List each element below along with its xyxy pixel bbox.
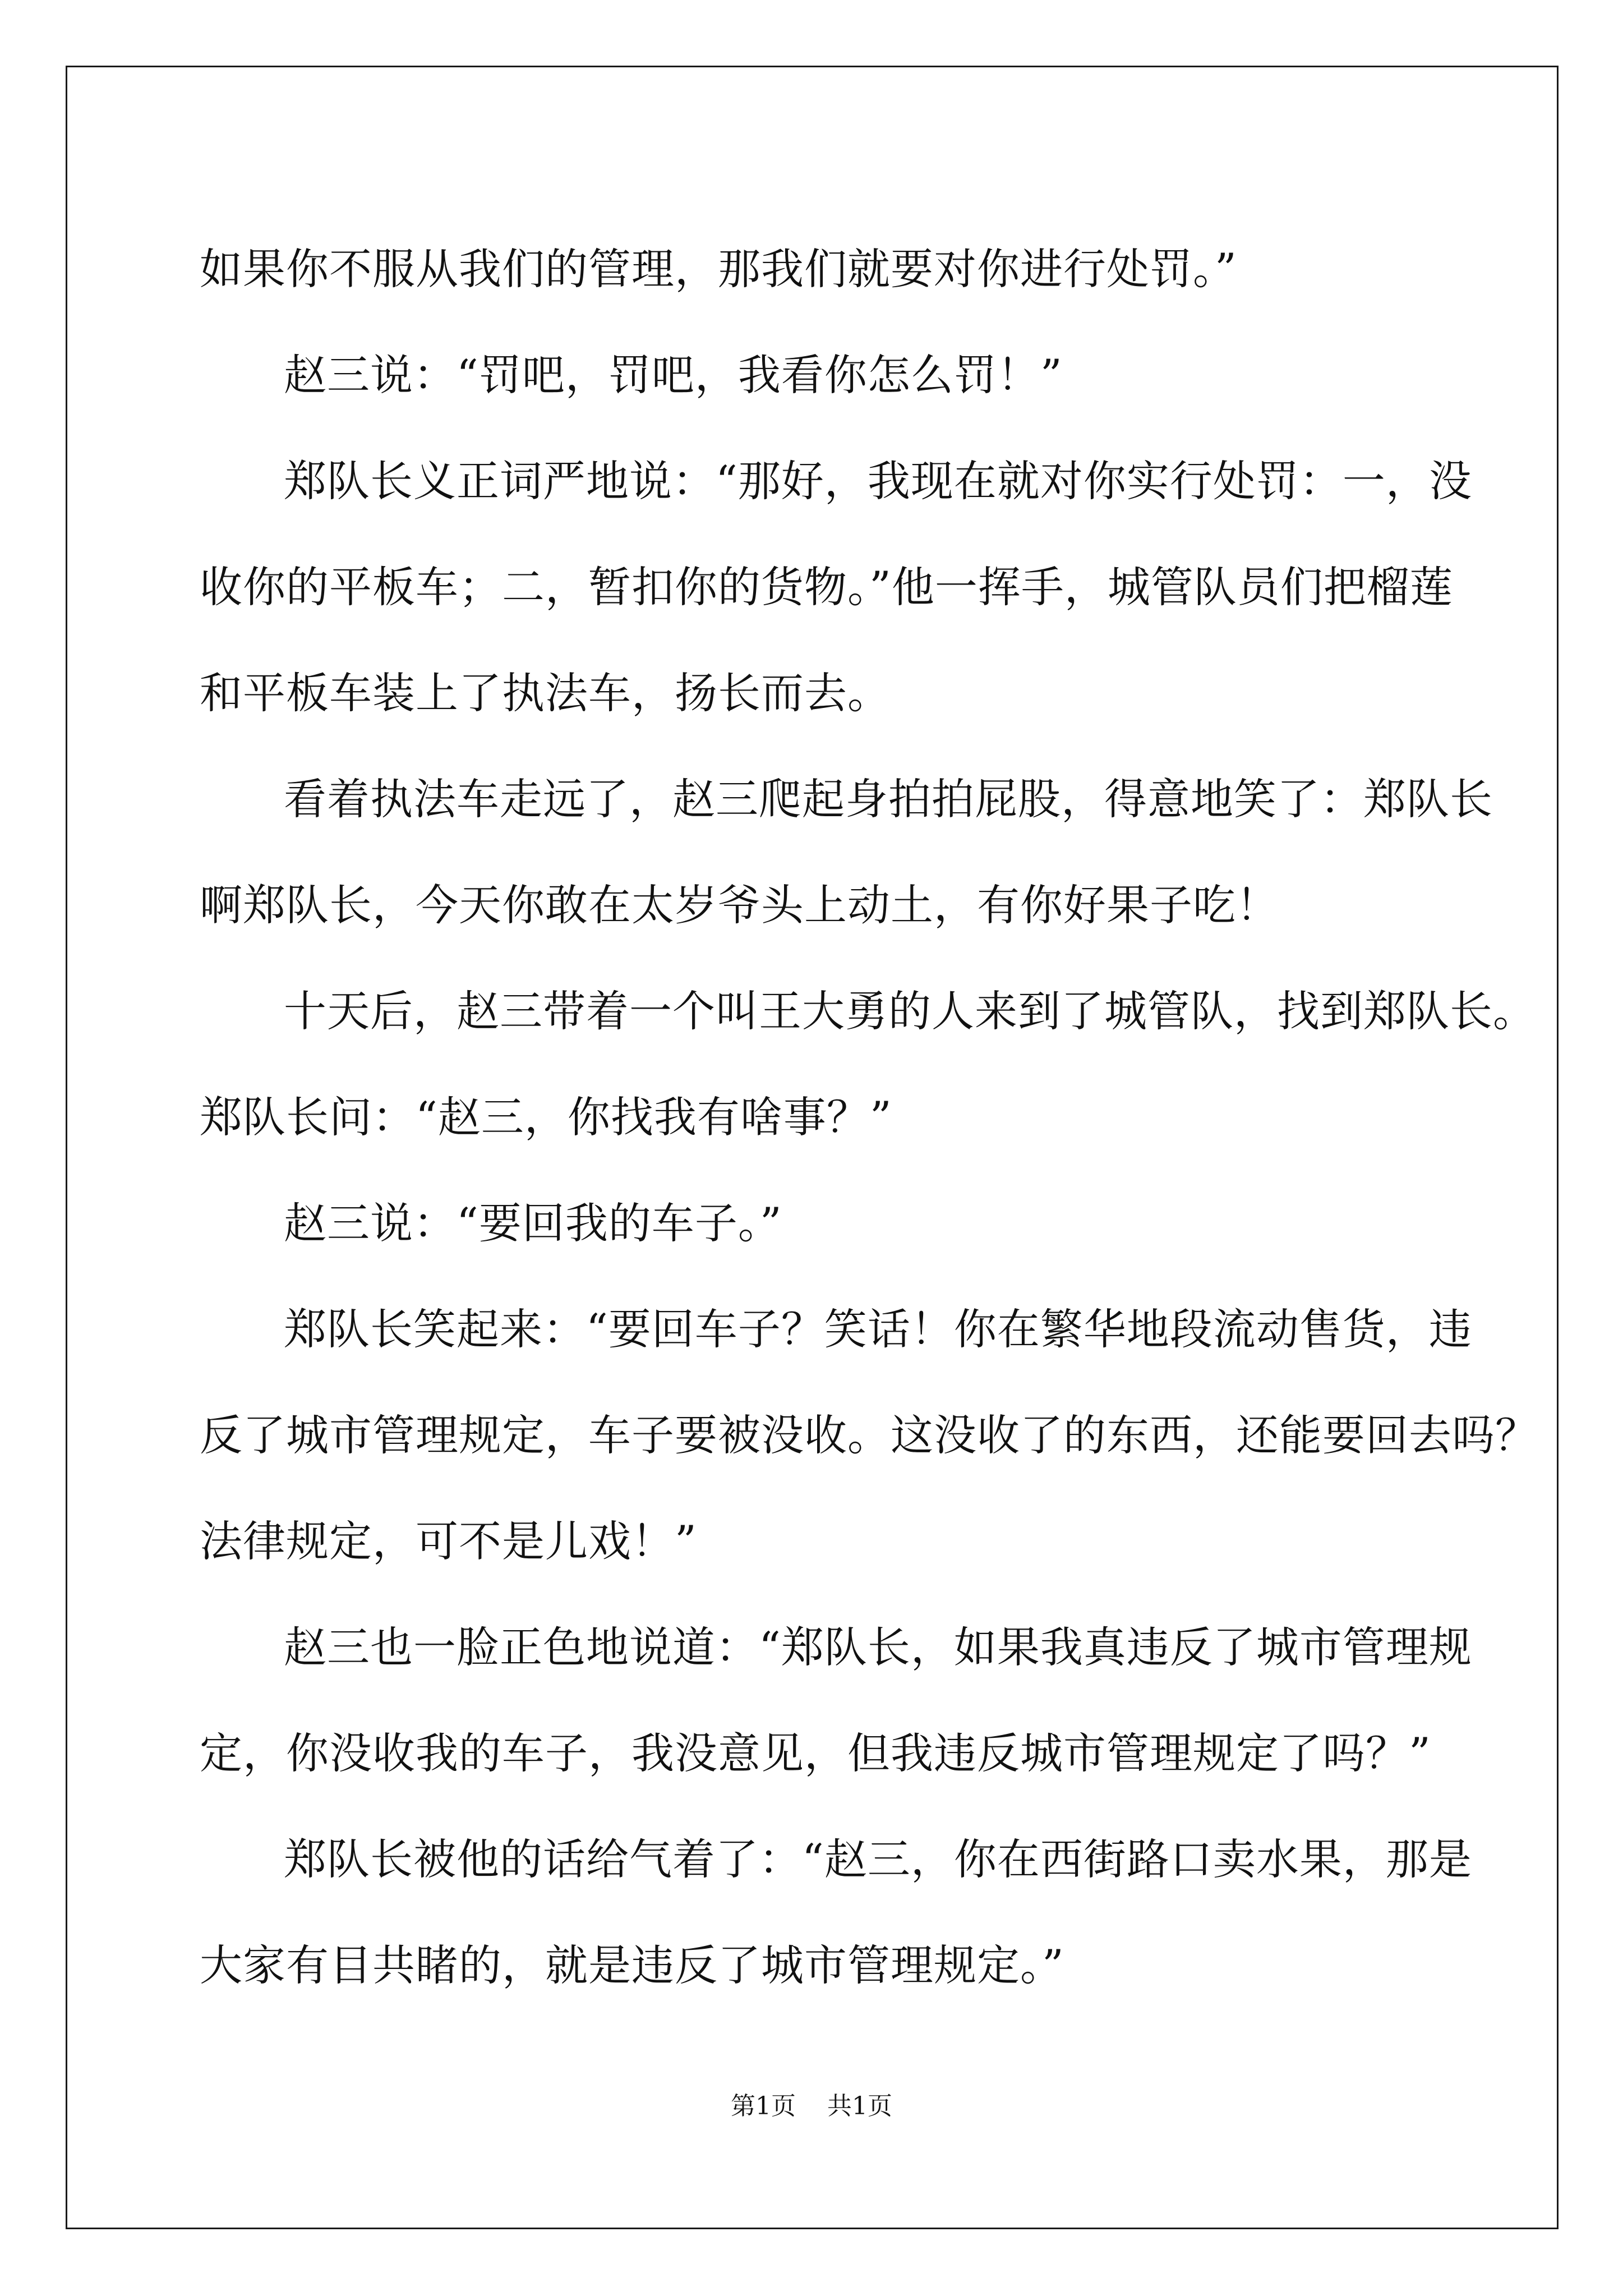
text-line-2: 赵三说：“罚吧，罚吧，我看你怎么罚！” [284,350,1063,400]
text-line-6: 看着执法车走远了，赵三爬起身拍拍屁股，得意地笑了：郑队长 [284,774,1493,824]
text-line-1: 如果你不服从我们的管理，那我们就要对你进行处罚。” [200,244,1237,294]
page-number-current: 第1页 [731,2092,796,2120]
text-line-11: 郑队长笑起来：“要回车子？笑话！你在繁华地段流动售货，违 [284,1304,1472,1354]
text-line-16: 郑队长被他的话给气着了：“赵三，你在西街路口卖水果，那是 [284,1834,1472,1884]
page-number-total: 共1页 [827,2092,892,2120]
text-line-9: 郑队长问：“赵三，你找我有啥事？” [200,1092,892,1142]
text-line-10: 赵三说：“要回我的车子。” [284,1198,782,1248]
document-body [200,216,1538,2018]
text-line-14: 赵三也一脸正色地说道：“郑队长，如果我真违反了城市管理规 [284,1622,1472,1672]
text-line-15: 定，你没收我的车子，我没意见，但我违反城市管理规定了吗？” [200,1728,1431,1778]
text-line-4: 收你的平板车；二，暂扣你的货物。”他一挥手，城管队员们把榴莲 [200,562,1453,612]
text-line-5: 和平板车装上了执法车，扬长而去。 [200,668,891,718]
text-line-17: 大家有目共睹的，就是违反了城市管理规定。” [200,1940,1064,1990]
text-line-3: 郑队长义正词严地说：“那好，我现在就对你实行处罚：一，没 [284,456,1472,506]
text-line-8: 十天后，赵三带着一个叫王大勇的人来到了城管队，找到郑队长。 [284,986,1536,1036]
page-footer [0,2090,1623,2123]
text-line-12: 反了城市管理规定，车子要被没收。这没收了的东西，还能要回去吗？ [200,1410,1538,1460]
text-line-13: 法律规定，可不是儿戏！” [200,1516,697,1566]
text-line-7: 啊郑队长，今天你敢在太岁爷头上动土，有你好果子吃！ [200,880,1279,930]
